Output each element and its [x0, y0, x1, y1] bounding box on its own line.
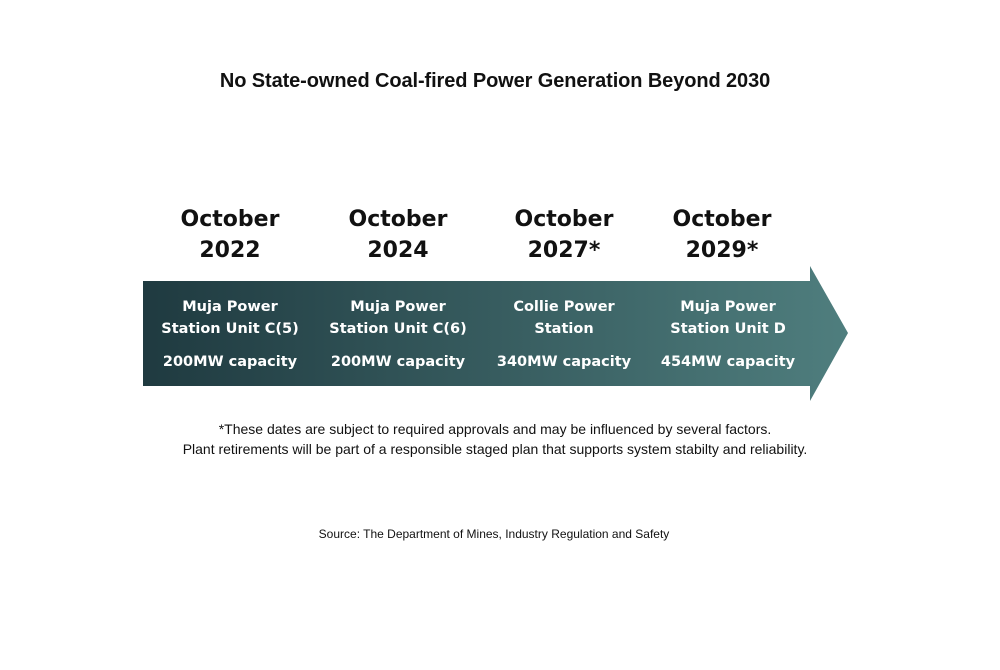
- timeline-date-2024: [313, 204, 483, 266]
- date-month: October: [348, 207, 448, 232]
- stage-capacity: 454MW capacity: [660, 354, 796, 370]
- stage-capacity: 200MW capacity: [330, 354, 466, 370]
- stage-name: [145, 296, 315, 340]
- stage-name-line2: Station Unit D: [670, 321, 786, 337]
- diagram-title: No State-owned Coal-fired Power Generation Beyond 2030: [219, 70, 771, 92]
- stage-name: [313, 296, 483, 340]
- footnote-line1: *These dates are subject to required approvals and may be influenced by several factors.: [218, 421, 772, 437]
- stage-name-line2: Station Unit C(6): [329, 321, 467, 337]
- stage-name-line1: Muja Power: [680, 299, 776, 315]
- stage-capacity: 200MW capacity: [162, 354, 298, 370]
- stage-name: [643, 296, 813, 340]
- stage-name: [479, 296, 649, 340]
- timeline-date-2027: [479, 204, 649, 266]
- stage-name-line1: Muja Power: [182, 299, 278, 315]
- stage-name-line1: Muja Power: [350, 299, 446, 315]
- date-year: 2024: [367, 238, 429, 263]
- timeline-date-2029: [637, 204, 807, 266]
- stage-name-line2: Station Unit C(5): [161, 321, 299, 337]
- stage-muja-c6: [313, 296, 483, 372]
- footnote: [0, 419, 990, 459]
- footnote-line2: Plant retirements will be part of a responsible staged plan that supports system stabilty and reliability.: [182, 441, 808, 457]
- date-year: 2029*: [685, 238, 759, 263]
- date-month: October: [672, 207, 772, 232]
- stage-name-line2: Station: [534, 321, 594, 337]
- date-month: October: [514, 207, 614, 232]
- stage-capacity: 340MW capacity: [496, 354, 632, 370]
- date-month: October: [180, 207, 280, 232]
- timeline-date-2022: [145, 204, 315, 266]
- source-note: Source: The Department of Mines, Industry Regulation and Safety: [318, 527, 670, 541]
- date-year: 2022: [199, 238, 261, 263]
- stage-muja-d: [643, 296, 813, 372]
- stage-name-line1: Collie Power: [513, 299, 615, 315]
- stage-collie: [479, 296, 649, 372]
- date-year: 2027*: [527, 238, 601, 263]
- stage-muja-c5: [145, 296, 315, 372]
